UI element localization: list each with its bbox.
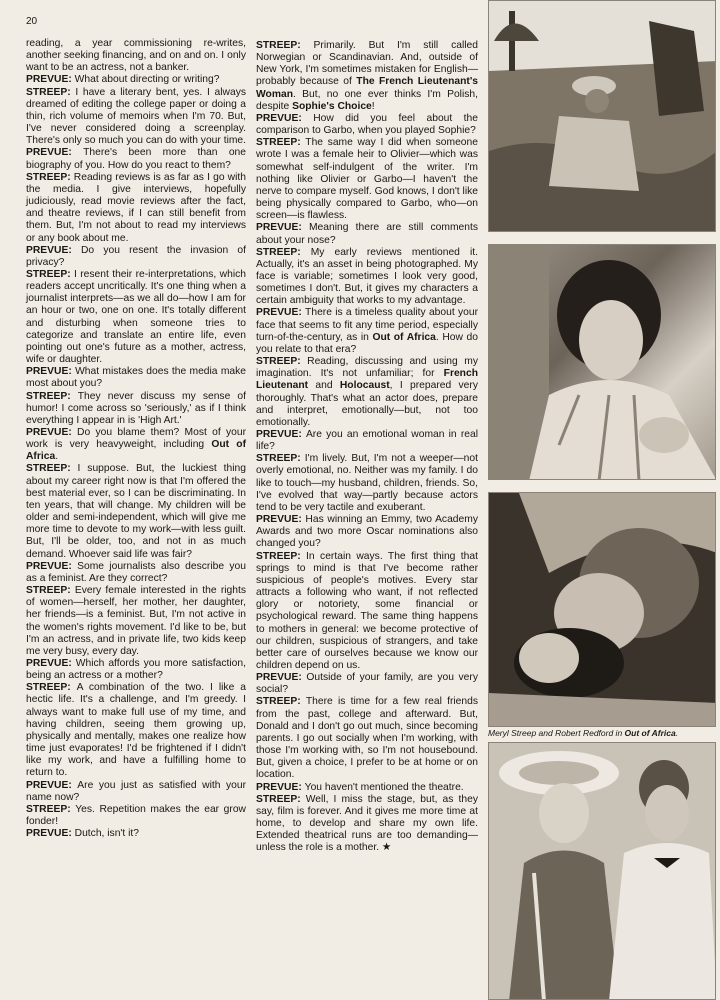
paragraph-text: Are you just as satisfied with your name now? bbox=[26, 779, 246, 803]
end-star-icon bbox=[379, 842, 391, 853]
paragraph-text: I resent their re-interpretations, which readers accept uncritically. It's one thing when a journalist interprets—as we all do—how I am for an hour or two, one on one. It's totally different and disturbing when someone tries to categorize and translate an entire life, even pointing out one's future as a mother, actress, wife or daughter. bbox=[26, 268, 246, 366]
speaker-label: PREVUE: bbox=[26, 828, 75, 840]
interview-paragraph bbox=[256, 356, 478, 429]
paragraph-text: Do you blame them? Most of your work is very heavyweight, including bbox=[26, 427, 246, 451]
interview-paragraph bbox=[26, 269, 246, 366]
interview-paragraph bbox=[256, 696, 478, 781]
paragraph-text: Reading reviews is as far as I go with the media. I give interviews, hopefully judiciously, read movie reviews after the fact, and theatre reviews, if I can still benefit from them. But, I'm not about to read my interviews or any book about me. bbox=[26, 171, 246, 244]
speaker-label: PREVUE: bbox=[26, 427, 78, 438]
left-column bbox=[26, 38, 246, 840]
film-title: Out of Africa bbox=[372, 331, 436, 343]
speaker-label: STREEP: bbox=[256, 453, 305, 465]
paragraph-text: Reading, discussing and using my imagination. It's not unfamiliar; for bbox=[256, 356, 478, 380]
paragraph-text: There's been more than one biography of you. How do you react to them? bbox=[26, 147, 247, 171]
paragraph-text: There is time for a few real friends from the past, college and afterward. But, Donald and I don't go out much, since becoming parents. I go out socially when I'm working, with those I'm working with, so I'm not housebound. But, given a choice, I prefer to be at home or on location. bbox=[256, 696, 478, 781]
interview-paragraph bbox=[256, 247, 478, 308]
paragraph-text: You haven't mentioned the theatre. bbox=[304, 781, 464, 793]
speaker-label: PREVUE: bbox=[26, 244, 81, 256]
interview-paragraph bbox=[26, 804, 246, 828]
speaker-label: PREVUE: bbox=[256, 429, 306, 440]
interview-paragraph bbox=[26, 658, 246, 682]
paragraph-text: Which affords you more satisfaction, being an actress or a mother? bbox=[26, 657, 246, 682]
interview-paragraph bbox=[256, 113, 478, 137]
speaker-label: STREEP: bbox=[256, 246, 311, 258]
photo-kiss bbox=[488, 492, 716, 727]
paragraph-text: A combination of the two. I like a hectic life. It's a challenge, and I'm greedy. I always want to make full use of my time, and having children, seeing them growing up, physically and mentally, makes one realize how time just evaporates! I'd be frightened if I didn't like my work, and have a fulfilling home to return to. bbox=[26, 682, 246, 779]
interview-paragraph bbox=[26, 682, 246, 779]
photo-caption: Meryl Streep and Robert Redford in Out of Africa. bbox=[488, 728, 679, 738]
interview-paragraph bbox=[26, 147, 246, 171]
interview-paragraph bbox=[256, 782, 478, 794]
speaker-label: PREVUE: bbox=[256, 307, 306, 319]
interview-paragraph bbox=[256, 307, 478, 356]
interview-paragraph bbox=[26, 427, 246, 463]
speaker-label: PREVUE: bbox=[26, 366, 76, 378]
speaker-label: PREVUE: bbox=[256, 112, 314, 124]
interview-paragraph bbox=[256, 672, 478, 696]
paragraph-text: Primarily. But I'm still called Norwegian or Scandinavian. And, outside of New York, I'm sometimes mistaken for English—probably because of bbox=[256, 40, 478, 88]
interview-paragraph bbox=[26, 245, 246, 269]
speaker-label: PREVUE: bbox=[256, 672, 307, 684]
speaker-label: PREVUE: bbox=[256, 222, 309, 234]
paragraph-text: I suppose. But, the luckiest thing about my career right now is that I'm offered the best material ever, so I can be discriminating. In ten years, that will change. My children will be older and semi-independent, which will give me more time to devote to my work—with less guilt. But, I'll be older, too, and not in as much demand. Whoever said life was fair? bbox=[26, 463, 246, 560]
film-title: The French Lieutenant's Woman bbox=[256, 76, 478, 100]
speaker-label: STREEP: bbox=[26, 268, 74, 280]
film-title: French Lieutenant bbox=[256, 368, 478, 392]
paragraph-text: Outside of your family, are you very social? bbox=[256, 672, 478, 696]
speaker-label: STREEP: bbox=[26, 171, 74, 183]
interview-paragraph bbox=[256, 222, 478, 246]
interview-paragraph bbox=[26, 561, 246, 585]
paragraph-text: Has winning an Emmy, two Academy Awards and two more Oscar nominations also changed you? bbox=[256, 514, 478, 550]
paragraph-text: I'm lively. But, I'm not a weeper—not overly emotional, no. Neither was my family. I do like to touch—my husband, children, friends. So, I've evolved that way—partly because actors tend to be very tactile and exuberant. bbox=[256, 453, 478, 513]
interview-paragraph bbox=[256, 794, 478, 855]
interview-paragraph bbox=[256, 551, 478, 673]
speaker-label: PREVUE: bbox=[256, 781, 305, 793]
paragraph-text: ! bbox=[371, 100, 375, 112]
paragraph-text: Some journalists also describe you as a feminist. Are they correct? bbox=[26, 560, 247, 584]
paragraph-text: How did you feel about the comparison to Garbo, when you played Sophie? bbox=[256, 112, 478, 137]
page-number: 20 bbox=[26, 16, 38, 27]
paragraph-text: Do you resent the invasion of privacy? bbox=[26, 244, 246, 268]
speaker-label: PREVUE: bbox=[26, 560, 78, 572]
paragraph-text: , I prepared very thoroughly. That's what an actor does, prepare and interpret, emotionally—but, not too emotionally. bbox=[256, 380, 478, 428]
paragraph-text: The same way I did when someone wrote I was a female heir to Olivier—which was somewhat self-indulgent of the writer. I'm nothing like Olivier or Garbo—I haven't the nerve to compare myself. God knows, I don't like being physically compared to Garbo, who—on screen—is flawless. bbox=[256, 137, 478, 222]
paragraph-text: I have a literary bent, yes. I always dreamed of editing the college paper or doing a thin, rich volume of memoirs when I'm 70. But, I've never considered doing a screenplay. There's only so much you can do with your time. bbox=[26, 86, 247, 147]
interview-paragraph bbox=[26, 172, 246, 245]
speaker-label: STREEP: bbox=[256, 550, 307, 562]
paragraph-text: What mistakes does the media make most about you? bbox=[26, 366, 246, 390]
middle-column bbox=[256, 40, 478, 854]
interview-paragraph bbox=[256, 429, 478, 453]
paragraph-text: Meaning there are still comments about your nose? bbox=[256, 222, 478, 246]
speaker-label: STREEP: bbox=[26, 86, 76, 98]
interview-paragraph bbox=[26, 87, 246, 148]
photo-portrait bbox=[488, 244, 716, 480]
speaker-label: PREVUE: bbox=[26, 779, 78, 791]
speaker-label: STREEP: bbox=[256, 40, 314, 51]
photo-field bbox=[488, 0, 716, 232]
speaker-label: PREVUE: bbox=[256, 514, 306, 526]
speaker-label: STREEP: bbox=[256, 793, 306, 805]
paragraph-text: . But, no one ever thinks I'm Polish, despite bbox=[256, 88, 478, 112]
speaker-label: STREEP: bbox=[26, 803, 76, 815]
paragraph-text: reading, a year commissioning re-writes, another seeking financing, and on and on. I only want to be an actress, not a banker. bbox=[26, 38, 246, 74]
interview-paragraph bbox=[26, 391, 246, 427]
speaker-label: STREEP: bbox=[26, 585, 75, 597]
paragraph-text: . bbox=[55, 451, 59, 463]
interview-paragraph bbox=[256, 514, 478, 550]
speaker-label: STREEP: bbox=[256, 356, 308, 368]
film-title: Holocaust bbox=[339, 380, 390, 392]
paragraph-text: and bbox=[308, 380, 340, 392]
paragraph-text: There is a timeless quality about your face that seems to fit any time period, especially turn-of-the-century, as in bbox=[256, 307, 478, 343]
paragraph-text: Are you an emotional woman in real life? bbox=[256, 429, 478, 453]
speaker-label: STREEP: bbox=[26, 463, 78, 475]
film-title: Out of Africa bbox=[26, 439, 247, 463]
paragraph-text: Yes. Repetition makes the ear grow fonder! bbox=[26, 803, 246, 827]
interview-paragraph bbox=[256, 453, 478, 514]
paragraph-text: My early reviews mentioned it. Actually, it's an asset in being photographed. My face is variable; sometimes I look very good, sometimes I don't. But, it gives my characters a certain ambiguity that works to my advantage. bbox=[256, 246, 478, 307]
speaker-label: PREVUE: bbox=[26, 657, 76, 669]
paragraph-text: . How do you relate to that era? bbox=[256, 331, 478, 355]
interview-paragraph bbox=[26, 828, 246, 840]
paragraph-text: In certain ways. The first thing that springs to mind is that I've become rather suspicious of people's motives. Every star attracts a following who want, if not reflected glory or notoriety, some financial or psychological reward. The same thing happens to mothers in general: we become protective of our children, suspicious of strangers, and take better care of ourselves because we know our children depend on us. bbox=[256, 550, 478, 671]
paragraph-text: Dutch, isn't it? bbox=[74, 828, 139, 840]
interview-paragraph bbox=[26, 74, 246, 86]
speaker-label: STREEP: bbox=[26, 682, 77, 694]
speaker-label: STREEP: bbox=[256, 696, 306, 708]
interview-paragraph bbox=[26, 585, 246, 658]
paragraph-text: Every female interested in the rights of women—herself, her mother, her daughter, her friends—is a feminist. But, I'm not active in the women's rights movement. I'd like to be, but I'm an actress, and in private life, two kids keep me very busy, every day. bbox=[26, 585, 246, 657]
speaker-label: PREVUE: bbox=[26, 147, 84, 159]
interview-paragraph bbox=[26, 780, 246, 804]
speaker-label: STREEP: bbox=[26, 390, 78, 402]
paragraph-text: They never discuss my sense of humor! I come across so 'seriously,' as if I think everything I appear in is 'High Art.' bbox=[26, 390, 246, 426]
film-title: Sophie's Choice bbox=[292, 100, 372, 112]
interview-paragraph bbox=[26, 38, 246, 74]
interview-paragraph bbox=[256, 137, 478, 222]
interview-paragraph bbox=[26, 463, 246, 560]
interview-paragraph bbox=[26, 366, 246, 390]
paragraph-text: Well, I miss the stage, but, as they say, film is forever. And it gives me more time at home, to develop and share my own life. Extended theatrical runs are too demanding—unless the role is a mother. bbox=[256, 793, 478, 854]
speaker-label: STREEP: bbox=[256, 137, 306, 149]
paragraph-text: What about directing or writing? bbox=[74, 74, 220, 86]
photo-hat bbox=[488, 742, 716, 1000]
speaker-label: PREVUE: bbox=[26, 74, 75, 86]
interview-paragraph bbox=[256, 40, 478, 113]
